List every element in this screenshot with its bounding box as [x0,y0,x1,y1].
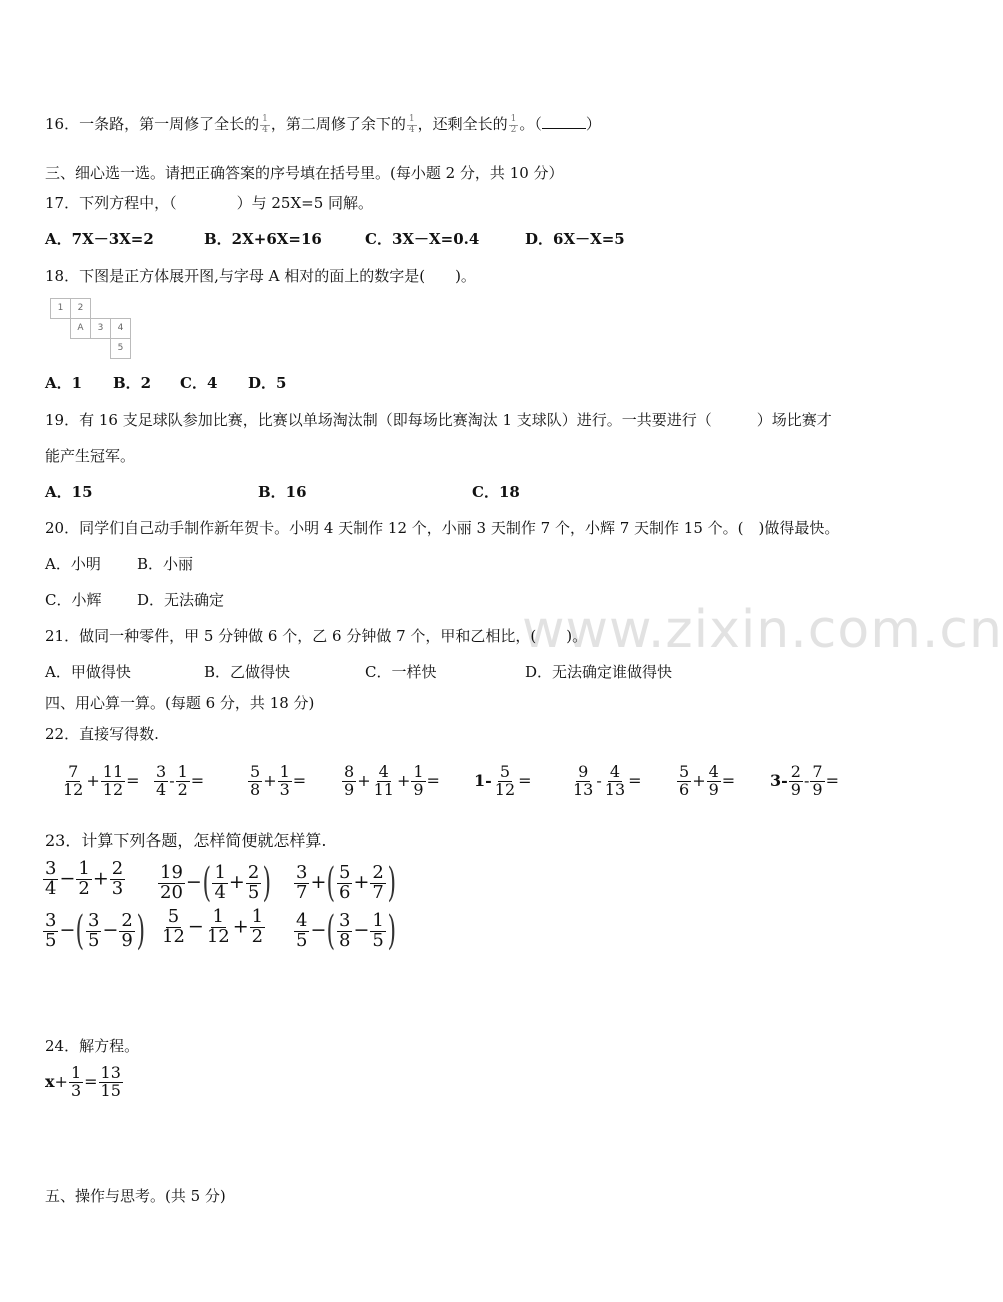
q18-option-d[interactable]: D．5 [248,374,287,392]
mental-calc-item: $\frac{7}{12}$ + $\frac{11}{12}$ = [63,762,140,799]
question-16 [45,114,601,135]
cube-net-figure [50,298,134,361]
section-4-heading: 四、用心算一算。(每题 6 分，共 18 分) [45,694,315,712]
q16-fraction-2: $\frac{1}{4}$ [408,114,415,135]
cube-net-cell: 3 [90,318,111,339]
q21-option-c[interactable]: C．一样快 [365,663,437,681]
q21-option-b[interactable]: B．乙做得快 [204,663,291,681]
question-18-stem: 18．下图是正方体展开图,与字母 A 相对的面上的数字是( )。 [45,267,476,285]
q20-option-d[interactable]: D．无法确定 [137,591,225,609]
q21-option-a[interactable]: A．甲做得快 [45,663,131,681]
cube-net-cell: 2 [70,298,91,319]
question-19-line-1: 19．有 16 支足球队参加比赛，比赛以单场淘汰制（即每场比赛淘汰 1 支球队）进行。一共要进行（ ）场比赛才 [45,411,832,429]
question-21-stem: 21．做同一种零件，甲 5 分钟做 6 个，乙 6 分钟做 7 个，甲和乙相比，( )。 [45,627,588,645]
cube-net-cell: 1 [50,298,71,319]
q19-option-c[interactable]: C．18 [472,483,520,501]
equation: x+ $\frac{1}{3}$ = $\frac{13}{15}$ [45,1063,121,1100]
question-22-stem: 22．直接写得数. [45,725,159,743]
simplify-expression-2: $\frac{19}{20}$ −( $\frac{1}{4}$ + $\frac{2}{5}$ ) [160,860,272,906]
mental-calc-item: $\frac{9}{13}$ - $\frac{4}{13}$ = [573,762,642,799]
q17-option-d[interactable]: D．6X－X=5 [525,230,625,248]
question-24-stem: 24．解方程。 [45,1037,140,1055]
q18-option-c[interactable]: C．4 [180,374,218,392]
question-17-stem: 17．下列方程中，（ ）与 25X=5 同解。 [45,194,374,212]
simplify-expression-6: $\frac{4}{5}$ −( $\frac{3}{8}$ − $\frac{1}{5}$ ) [296,908,396,954]
mental-calc-item: $\frac{8}{9}$ + $\frac{4}{11}$ + $\frac{1}{9}$ = [344,762,440,799]
q17-option-a[interactable]: A．7X－3X=2 [45,230,154,248]
q16-text-post: 。（ [519,115,542,133]
cube-net-cell: A [70,318,91,339]
q16-answer-blank[interactable] [542,114,586,129]
simplify-expression-3: $\frac{3}{7}$ +( $\frac{5}{6}$ + $\frac{2}{7}$ ) [296,860,396,906]
mental-calc-item: 1- $\frac{5}{12}$ = [474,762,532,799]
q19-option-a[interactable]: A．15 [45,483,93,501]
q20-option-a[interactable]: A．小明 [45,555,101,573]
cube-net-cell: 5 [110,338,131,359]
question-20-stem: 20．同学们自己动手制作新年贺卡。小明 4 天制作 12 个，小丽 3 天制作 7 个，小辉 7 天制作 15 个。( )做得最快。 [45,519,840,537]
question-19-line-2: 能产生冠军。 [45,447,136,465]
simplify-expression-4: $\frac{3}{5}$ −( $\frac{3}{5}$ − $\frac{2}{9}$ ) [45,908,145,954]
cube-net-cell: 4 [110,318,131,339]
q20-option-c[interactable]: C．小辉 [45,591,102,609]
section-5-heading: 五、操作与思考。(共 5 分) [45,1187,226,1205]
q16-text-mid: ，第二周修了余下的 [270,115,406,133]
mental-calc-item: $\frac{5}{8}$ + $\frac{1}{3}$ = [250,762,307,799]
q21-option-d[interactable]: D．无法确定谁做得快 [525,663,673,681]
q20-option-b[interactable]: B．小丽 [137,555,194,573]
mental-calc-item: $\frac{5}{6}$ + $\frac{4}{9}$ = [679,762,736,799]
q16-fraction-3: $\frac{1}{2}$ [510,114,517,135]
question-23-stem: 23．计算下列各题，怎样简便就怎样算. [45,831,327,850]
q16-text-pre: 16．一条路，第一周修了全长的 [45,115,260,133]
q18-option-b[interactable]: B．2 [113,374,152,392]
q18-option-a[interactable]: A．1 [45,374,83,392]
mental-calc-item: $\frac{3}{4}$ - $\frac{1}{2}$ = [156,762,205,799]
q16-fraction-1: $\frac{1}{4}$ [262,114,268,135]
q16-text-end: ） [585,115,601,133]
watermark: www.zixin.com.cn [522,600,1003,660]
q17-option-b[interactable]: B．2X+6X=16 [204,230,322,248]
q16-text-mid2: ，还剩全长的 [417,115,508,133]
q19-option-b[interactable]: B．16 [258,483,307,501]
mental-calc-item: 3- $\frac{2}{9}$ - $\frac{7}{9}$ = [770,762,839,799]
simplify-expression-5: $\frac{5}{12}$ − $\frac{1}{12}$ + $\frac{1}{2}$ [162,906,264,947]
q17-option-c[interactable]: C．3X－X=0.4 [365,230,480,248]
section-3-heading: 三、细心选一选。请把正确答案的序号填在括号里。(每小题 2 分，共 10 分） [45,164,564,182]
simplify-expression-1: $\frac{3}{4}$ − $\frac{1}{2}$ + $\frac{2}{3}$ [45,858,124,899]
